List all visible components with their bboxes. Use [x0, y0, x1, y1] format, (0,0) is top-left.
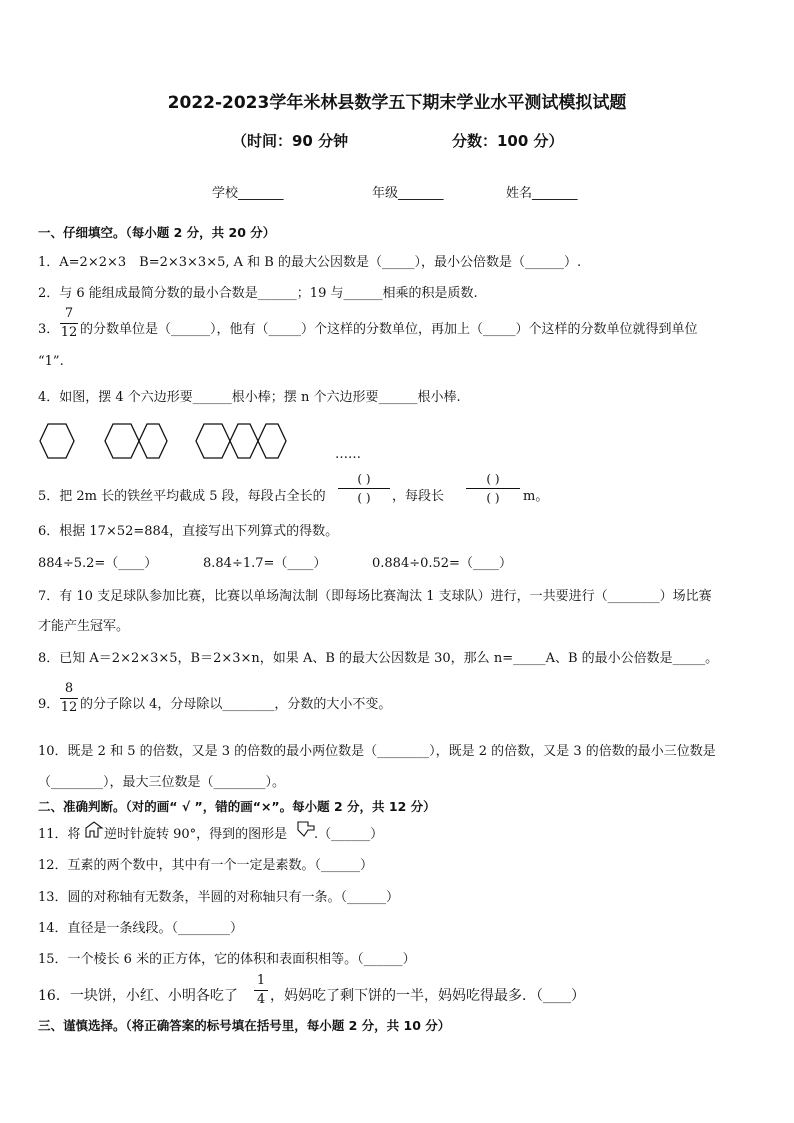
question-11-part-c: .（______） — [314, 827, 384, 842]
hexagon-3a — [196, 424, 230, 458]
grade-field: 年级_______ — [372, 186, 444, 201]
question-2: 2．与 6 能组成最简分数的最小合数是______；19 与______相乘的积是质数. — [38, 286, 478, 301]
arrow-shape-original-icon — [84, 820, 104, 838]
blank-denominator: ( ) — [486, 491, 500, 505]
exam-time: （时间：90 分钟 — [232, 132, 349, 150]
blank-numerator: ( ) — [486, 472, 500, 486]
question-10-continued: （________），最大三位数是（________）。 — [38, 775, 286, 790]
question-5-part-a: 5．把 2m 长的铁丝平均截成 5 段，每段占全长的 — [38, 489, 326, 504]
exam-score: 分数：100 分） — [452, 132, 564, 150]
fraction-denominator: 12 — [60, 700, 78, 715]
hexagon-2b — [139, 424, 167, 458]
section-3-heading: 三、谨慎选择。（将正确答案的标号填在括号里，每小题 2 分，共 10 分） — [38, 1018, 451, 1033]
page-title: 2022-2023学年米林县数学五下期末学业水平测试模拟试题 — [167, 93, 627, 113]
question-14: 14．直径是一条线段。（________） — [38, 921, 244, 936]
question-16-part-a: 16．一块饼，小红、小明各吃了 — [38, 988, 238, 1004]
question-3-continued: “1”. — [38, 354, 64, 369]
question-15: 15．一个棱长 6 米的正方体，它的体积和表面积相等。（______） — [38, 952, 416, 967]
question-6-c: 0.884÷0.52=（____） — [372, 556, 512, 571]
question-11-part-b: 逆时针旋转 90°，得到的图形是 — [104, 827, 288, 842]
continuation-dots: …… — [335, 447, 361, 462]
question-6-a: 884÷5.2=（____） — [38, 556, 158, 571]
question-4: 4．如图，摆 4 个六边形要______根小棒；摆 n 个六边形要______根小棒. — [38, 390, 461, 405]
hexagon-2a — [105, 424, 139, 458]
question-8: 8．已知 A＝2×2×3×5，B＝2×3×n，如果 A、B 的最大公因数是 30，那么 n=_____A、B 的最小公倍数是_____。 — [38, 651, 719, 666]
question-12: 12．互素的两个数中，其中有一个一定是素数。（______） — [38, 858, 374, 873]
question-6: 6．根据 17×52=884，直接写出下列算式的得数。 — [38, 524, 339, 539]
blank-denominator: ( ) — [357, 491, 371, 505]
section-2-heading: 二、准确判断。（对的画“ √ ”，错的画“×”。每小题 2 分，共 12 分） — [38, 799, 436, 814]
school-field: 学校_______ — [212, 186, 284, 201]
question-9-text: 的分子除以 4，分母除以________，分数的大小不变。 — [80, 697, 392, 712]
fraction-numerator: 8 — [64, 681, 74, 696]
question-9-number: 9． — [38, 697, 60, 712]
question-11-part-a: 11．将 — [38, 827, 81, 842]
fraction-denominator: 4 — [256, 992, 266, 1007]
question-6-b: 8.84÷1.7=（____） — [203, 556, 327, 571]
question-7: 7．有 10 支足球队参加比赛，比赛以单场淘汰制（即每场比赛淘汰 1 支球队）进行，一共要进行（________）场比赛 — [38, 589, 712, 604]
question-5-blank-fraction-1 — [338, 472, 390, 505]
question-5-part-b: ，每段长 — [392, 489, 445, 504]
name-field: 姓名_______ — [506, 186, 578, 201]
question-1: 1．A=2×2×3 B=2×3×3×5, A 和 B 的最大公因数是（_____），最小公倍数是（______）. — [38, 255, 582, 270]
question-13: 13．圆的对称轴有无数条，半圆的对称轴只有一条。（______） — [38, 890, 400, 905]
fraction-numerator: 1 — [256, 973, 266, 988]
hexagon-3b — [230, 424, 258, 458]
section-1-heading: 一、仔细填空。（每小题 2 分，共 20 分） — [38, 225, 276, 240]
question-3-fraction — [60, 306, 78, 341]
hexagon-1 — [40, 424, 74, 458]
question-9-fraction — [60, 681, 78, 716]
hexagon-figure — [36, 420, 296, 464]
question-5-blank-fraction-2 — [466, 472, 520, 505]
hexagon-3c — [258, 424, 286, 458]
question-3-text: 的分数单位是（______），他有（_____）个这样的分数单位，再加上（_____）个这样的分数单位就得到单位 — [80, 322, 698, 337]
question-10: 10．既是 2 和 5 的倍数，又是 3 的倍数的最小两位数是（________），既是 2 的倍数，又是 3 的倍数的最小三位数是 — [38, 744, 716, 759]
fraction-denominator: 12 — [60, 325, 78, 340]
question-5-part-c: m。 — [523, 489, 549, 504]
question-16-fraction — [254, 973, 268, 1008]
question-16-part-b: ，妈妈吃了剩下饼的一半，妈妈吃得最多．（____） — [270, 988, 585, 1004]
arrow-shape-rotated-icon — [296, 820, 316, 838]
question-7-continued: 才能产生冠军。 — [38, 619, 130, 634]
blank-numerator: ( ) — [357, 472, 371, 486]
fraction-numerator: 7 — [64, 306, 74, 321]
question-3-number: 3． — [38, 322, 60, 337]
